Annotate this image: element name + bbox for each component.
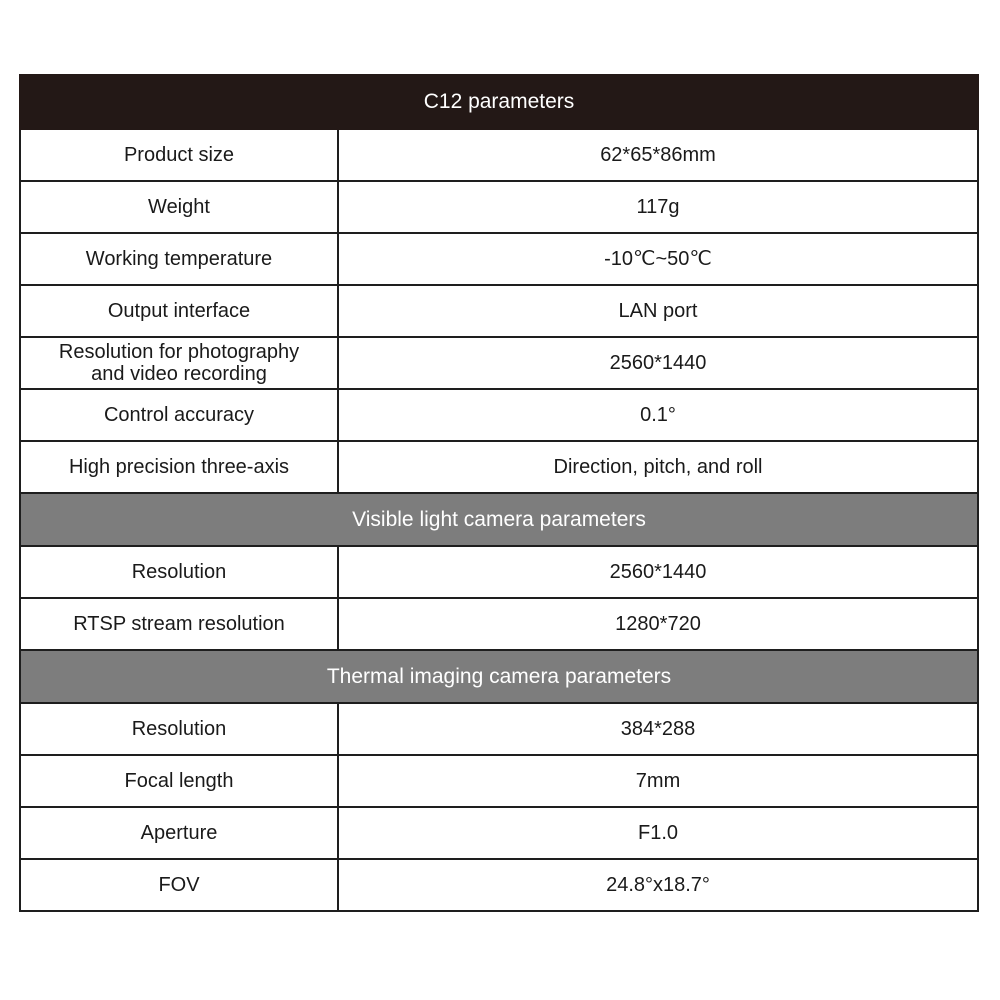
table-row-working-temperature xyxy=(20,233,978,285)
table-row-thermal-resolution xyxy=(20,703,978,755)
row-value: 7mm xyxy=(338,755,978,807)
section-title: Thermal imaging camera parameters xyxy=(20,650,978,703)
table-title: C12 parameters xyxy=(20,75,978,129)
row-label: Weight xyxy=(20,181,338,233)
row-label: Focal length xyxy=(20,755,338,807)
row-value: -10℃~50℃ xyxy=(338,233,978,285)
row-label: Output interface xyxy=(20,285,338,337)
row-label: FOV xyxy=(20,859,338,911)
table-row-control-accuracy xyxy=(20,389,978,441)
row-label: Resolution xyxy=(20,703,338,755)
table-row-focal-length xyxy=(20,755,978,807)
table-title-row xyxy=(20,75,978,129)
row-label: Aperture xyxy=(20,807,338,859)
section-header-visible xyxy=(20,493,978,546)
section-header-thermal xyxy=(20,650,978,703)
row-label: Product size xyxy=(20,129,338,181)
row-value: 62*65*86mm xyxy=(338,129,978,181)
row-label: RTSP stream resolution xyxy=(20,598,338,650)
table-row-aperture xyxy=(20,807,978,859)
section-title: Visible light camera parameters xyxy=(20,493,978,546)
row-value: LAN port xyxy=(338,285,978,337)
table-row-product-size xyxy=(20,129,978,181)
row-label-line: Resolution for photography xyxy=(58,341,300,363)
row-value: 1280*720 xyxy=(338,598,978,650)
row-value: 2560*1440 xyxy=(338,546,978,598)
table-row-three-axis xyxy=(20,441,978,493)
table-row-visible-resolution xyxy=(20,546,978,598)
spec-table xyxy=(19,74,979,912)
row-label-line: and video recording xyxy=(91,363,267,385)
table-row-weight xyxy=(20,181,978,233)
row-label: Control accuracy xyxy=(20,389,338,441)
table-row-fov xyxy=(20,859,978,911)
row-value: F1.0 xyxy=(338,807,978,859)
table-row-recording-resolution xyxy=(20,337,978,389)
row-value: Direction, pitch, and roll xyxy=(338,441,978,493)
row-label: High precision three-axis xyxy=(20,441,338,493)
row-label: Working temperature xyxy=(20,233,338,285)
row-value: 384*288 xyxy=(338,703,978,755)
row-label: Resolution xyxy=(20,546,338,598)
row-value: 24.8°x18.7° xyxy=(338,859,978,911)
table-row-rtsp-resolution xyxy=(20,598,978,650)
row-value: 2560*1440 xyxy=(338,337,978,389)
row-label xyxy=(20,337,338,389)
row-value: 117g xyxy=(338,181,978,233)
table-row-output-interface xyxy=(20,285,978,337)
row-value: 0.1° xyxy=(338,389,978,441)
